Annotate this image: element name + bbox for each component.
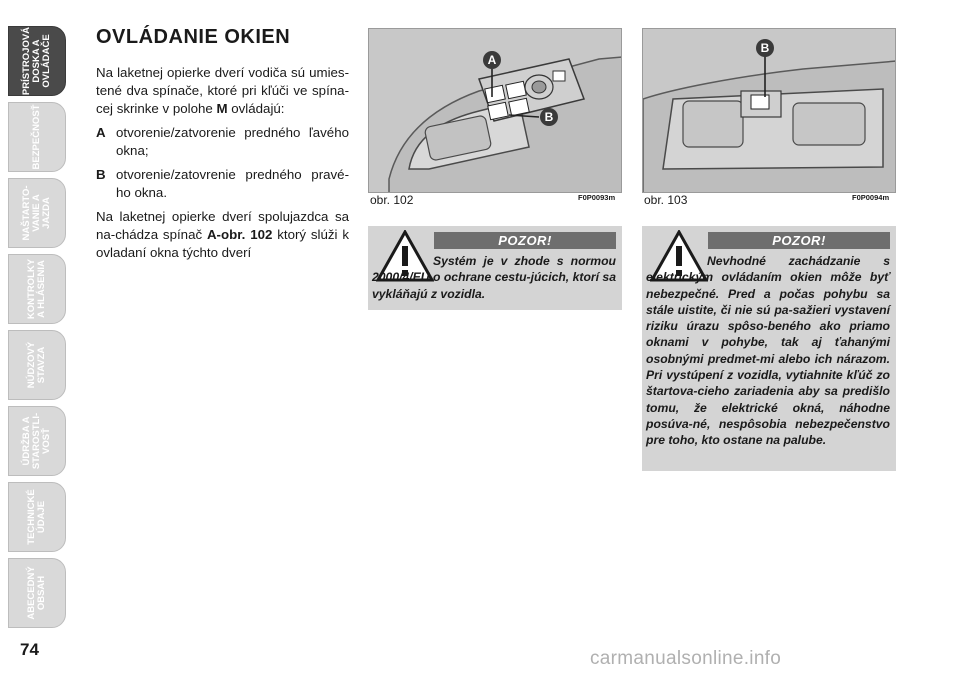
warning-box bbox=[642, 226, 896, 471]
warning-box bbox=[368, 226, 622, 310]
tab-nastartovanie[interactable] bbox=[8, 178, 66, 248]
figure-driver-door-switches bbox=[368, 28, 622, 193]
door-armrest-illustration bbox=[369, 29, 622, 193]
figure-label-a: A bbox=[487, 53, 497, 67]
list-text: otvorenie/zatvorenie predného ľavého okna; bbox=[116, 125, 349, 158]
list-item bbox=[96, 124, 349, 160]
intro-text: Na laketnej opierke dverí vodiča sú umies-tené dva spínače, ktoré pri kľúči ve spína-cej skrinke v polohe bbox=[96, 65, 349, 116]
tab-label: TECHNICKÉ ÚDAJE bbox=[26, 489, 47, 545]
figure-code: F0P0094m bbox=[852, 193, 890, 202]
key-position: M bbox=[216, 101, 228, 116]
figure-reference: A-obr. 102 bbox=[206, 227, 273, 242]
tab-nudzovy-stav[interactable] bbox=[8, 330, 66, 400]
figure-caption: obr. 103 bbox=[644, 193, 688, 207]
list-item bbox=[96, 166, 349, 202]
para2-text: Na laketnej opierke dverí spolujazdca sa na-chádza spínač bbox=[96, 209, 349, 242]
section-title: OVLÁDANIE OKIEN bbox=[96, 26, 291, 48]
tab-abecedny-obsah[interactable] bbox=[8, 558, 66, 628]
tab-label: NAŠTARTO- VANIE A JAZDA bbox=[21, 185, 52, 241]
tab-kontrolky[interactable] bbox=[8, 254, 66, 324]
intro-text-end: ovládajú: bbox=[227, 101, 285, 116]
figure-caption: obr. 102 bbox=[370, 193, 414, 207]
door-armrest-illustration bbox=[643, 29, 896, 193]
tab-label: BEZPEČNOSŤ bbox=[31, 104, 42, 170]
tab-label: ÚDRŽBA A STAROSTLI- VOSŤ bbox=[21, 412, 52, 470]
warning-text: Nevhodné zachádzanie s elektrickým ovládaním okien môže byť nebezpečné. Pred a počas pohybu sa stále uistite, či nie sú pa-sažieri vystavení riziku úrazu spôso-beného ako priamo oknami v pohybe, tak aj ťahanými osobnými predmet-mi alebo ich nárazom. Pri vystúpení z vozidla, vytiahnite kľúč zo štartova-cieho zariadenia aby sa predišlo tomu, že elektrické okná, náhodne posúva-né, nespôsobia nebezpečenstvo pre toho, kto ostane na palube. bbox=[646, 254, 890, 448]
tab-pristrojova-doska[interactable] bbox=[8, 26, 66, 96]
list-letter: B bbox=[96, 167, 106, 182]
tab-technicke-udaje[interactable] bbox=[8, 482, 66, 552]
figure-passenger-door-switch bbox=[642, 28, 896, 193]
figure-label-b: B bbox=[544, 110, 554, 124]
watermark: carmanualsonline.info bbox=[590, 648, 782, 669]
figure-code: F0P0093m bbox=[578, 193, 616, 202]
intro-paragraph bbox=[96, 64, 349, 118]
para2-text-end: ktorý slúži k ovladaní okna týchto dverí bbox=[96, 227, 349, 260]
tab-label: PRÍSTROJOVÁ DOSKA A OVLÁDAČE bbox=[21, 26, 52, 96]
warning-text: Systém je v zhode s normou 2000/4/EU o ochrane cestu-júcich, ktorí sa vykláňajú z vozidla. bbox=[372, 254, 616, 301]
tab-bezpecnost[interactable] bbox=[8, 102, 66, 172]
tab-label: NÚDZOVÝ STAVZA bbox=[26, 341, 47, 389]
body-text bbox=[96, 64, 349, 262]
list-letter: A bbox=[96, 125, 106, 140]
list-text: otvorenie/zatovrenie predného pravé-ho okna. bbox=[116, 167, 349, 200]
page-number: 74 bbox=[20, 640, 39, 659]
warning-heading: POZOR! bbox=[434, 232, 616, 249]
figure-label-b: B bbox=[760, 41, 770, 55]
second-paragraph bbox=[96, 208, 349, 262]
warning-heading: POZOR! bbox=[708, 232, 890, 249]
tab-label: KONTROLKY A HLÁSENIA bbox=[26, 258, 47, 320]
tab-label: ABECEDNÝ OBSAH bbox=[26, 566, 47, 620]
tab-udrzba[interactable] bbox=[8, 406, 66, 476]
